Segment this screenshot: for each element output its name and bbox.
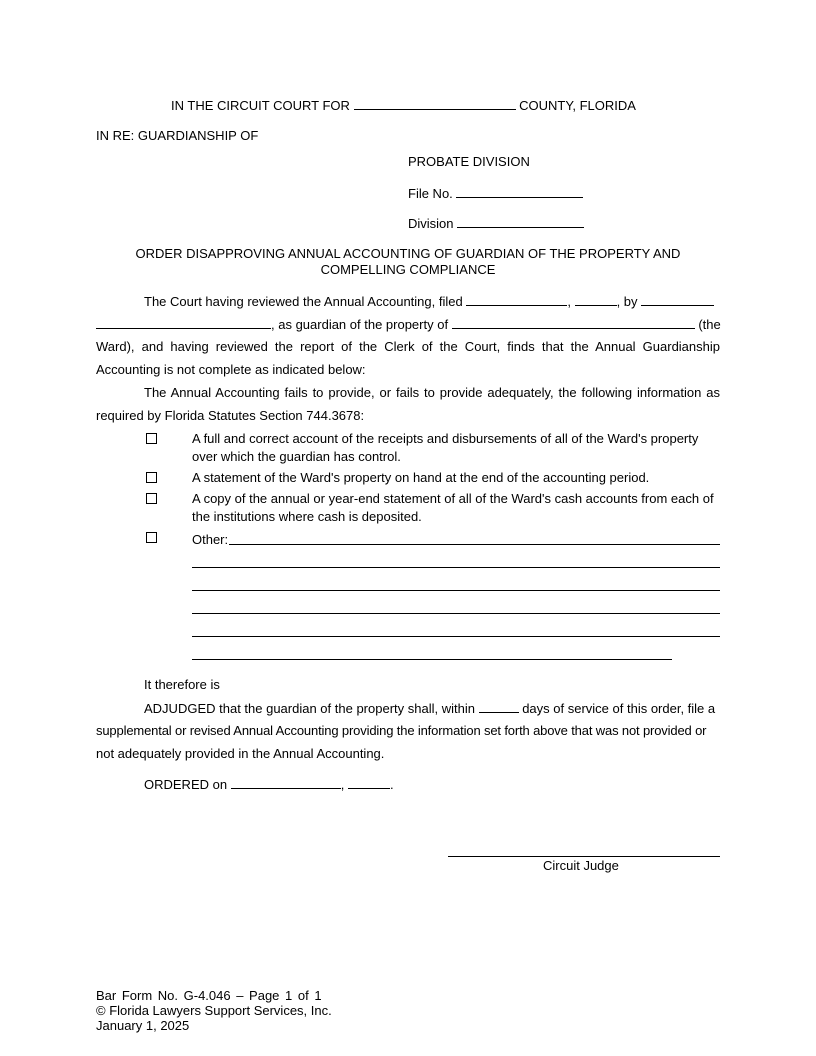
county-blank[interactable] <box>354 97 516 110</box>
division-blank[interactable] <box>457 215 584 228</box>
checkbox-property-statement[interactable] <box>146 472 157 483</box>
adjudged-line3: not adequately provided in the Annual Accounting. <box>96 746 385 761</box>
checkbox-other[interactable] <box>146 532 157 543</box>
guardian-name-blank-a[interactable] <box>641 293 714 306</box>
p1-comma: , <box>567 294 571 309</box>
probate-division-label: PROBATE DIVISION <box>408 154 530 169</box>
item-cash-statement: A copy of the annual or year-end statement of all of the Ward's cash accounts from each of the institutions where cash is deposited. <box>192 491 714 524</box>
p1-line2-text: , as guardian of the property of <box>271 317 449 332</box>
item-other: Other: <box>192 532 229 547</box>
adjudged-line2: supplemental or revised Annual Accounting providing the information set forth above that was not provided or <box>96 723 707 738</box>
p2-line1: The Annual Accounting fails to provide, or fails to provide adequately, the following information as <box>144 385 720 400</box>
item-property-statement: A statement of the Ward's property on hand at the end of the accounting period. <box>192 470 650 485</box>
ordered-year-blank[interactable] <box>348 776 390 789</box>
p1-by: , by <box>616 294 638 309</box>
checkbox-cash-statement[interactable] <box>146 493 157 504</box>
therefore-text: It therefore is <box>144 677 220 692</box>
order-title-line1: ORDER DISAPPROVING ANNUAL ACCOUNTING OF GUARDIAN OF THE PROPERTY AND <box>135 246 681 261</box>
other-blank-line2[interactable] <box>192 567 720 568</box>
ordered-comma: , <box>340 777 345 792</box>
p1-line1 <box>144 293 714 309</box>
order-title-line2: COMPELLING COMPLIANCE <box>320 262 496 277</box>
p1-line3: Ward), and having reviewed the report of the Clerk of the Court, finds that the Annual Guardianship <box>96 339 720 354</box>
signature-line[interactable] <box>448 856 720 857</box>
file-no-label: File No. <box>408 186 453 201</box>
p1-line2 <box>96 316 721 332</box>
other-blank-line6[interactable] <box>192 659 672 660</box>
days-blank[interactable] <box>479 700 519 713</box>
court-suffix: COUNTY, FLORIDA <box>519 98 636 113</box>
footer-date: January 1, 2025 <box>96 1018 190 1033</box>
order-title <box>96 246 720 278</box>
footer-copyright: © Florida Lawyers Support Services, Inc. <box>96 1003 332 1018</box>
p2-line2: required by Florida Statutes Section 744.3678: <box>96 408 365 423</box>
other-blank-line3[interactable] <box>192 590 720 591</box>
court-prefix: IN THE CIRCUIT COURT FOR <box>171 98 350 113</box>
in-re-label: IN RE: GUARDIANSHIP OF <box>96 128 259 143</box>
checkbox-full-account[interactable] <box>146 433 157 444</box>
guardian-name-blank-b[interactable] <box>96 316 271 329</box>
adjudged-text-a: ADJUDGED that the guardian of the property shall, within <box>144 701 475 716</box>
file-no-blank[interactable] <box>456 185 583 198</box>
division-line <box>408 215 584 231</box>
signature-label: Circuit Judge <box>543 858 619 873</box>
adjudged-line1 <box>144 700 715 716</box>
footer-form-no: Bar Form No. G-4.046 – Page 1 of 1 <box>96 988 322 1003</box>
filed-date-blank[interactable] <box>466 293 567 306</box>
ordered-text: ORDERED on <box>144 777 228 792</box>
court-line <box>171 97 636 113</box>
other-blank-line1[interactable] <box>229 544 720 545</box>
ward-name-blank[interactable] <box>452 316 695 329</box>
division-label: Division <box>408 216 454 231</box>
filed-year-blank[interactable] <box>575 293 617 306</box>
p1-line4: Accounting is not complete as indicated below: <box>96 362 366 377</box>
ordered-date-blank[interactable] <box>231 776 341 789</box>
adjudged-text-b: days of service of this order, file a <box>522 701 716 716</box>
file-no-line <box>408 185 583 201</box>
other-blank-line4[interactable] <box>192 613 720 614</box>
p1-line1-text: The Court having reviewed the Annual Accounting, filed <box>144 294 463 309</box>
ordered-period: . <box>389 777 394 792</box>
other-blank-line5[interactable] <box>192 636 720 637</box>
ordered-line <box>144 776 394 792</box>
item-full-account: A full and correct account of the receipts and disbursements of all of the Ward's property over which the guardian has control. <box>192 431 699 464</box>
p1-line2-the: (the <box>698 317 721 332</box>
